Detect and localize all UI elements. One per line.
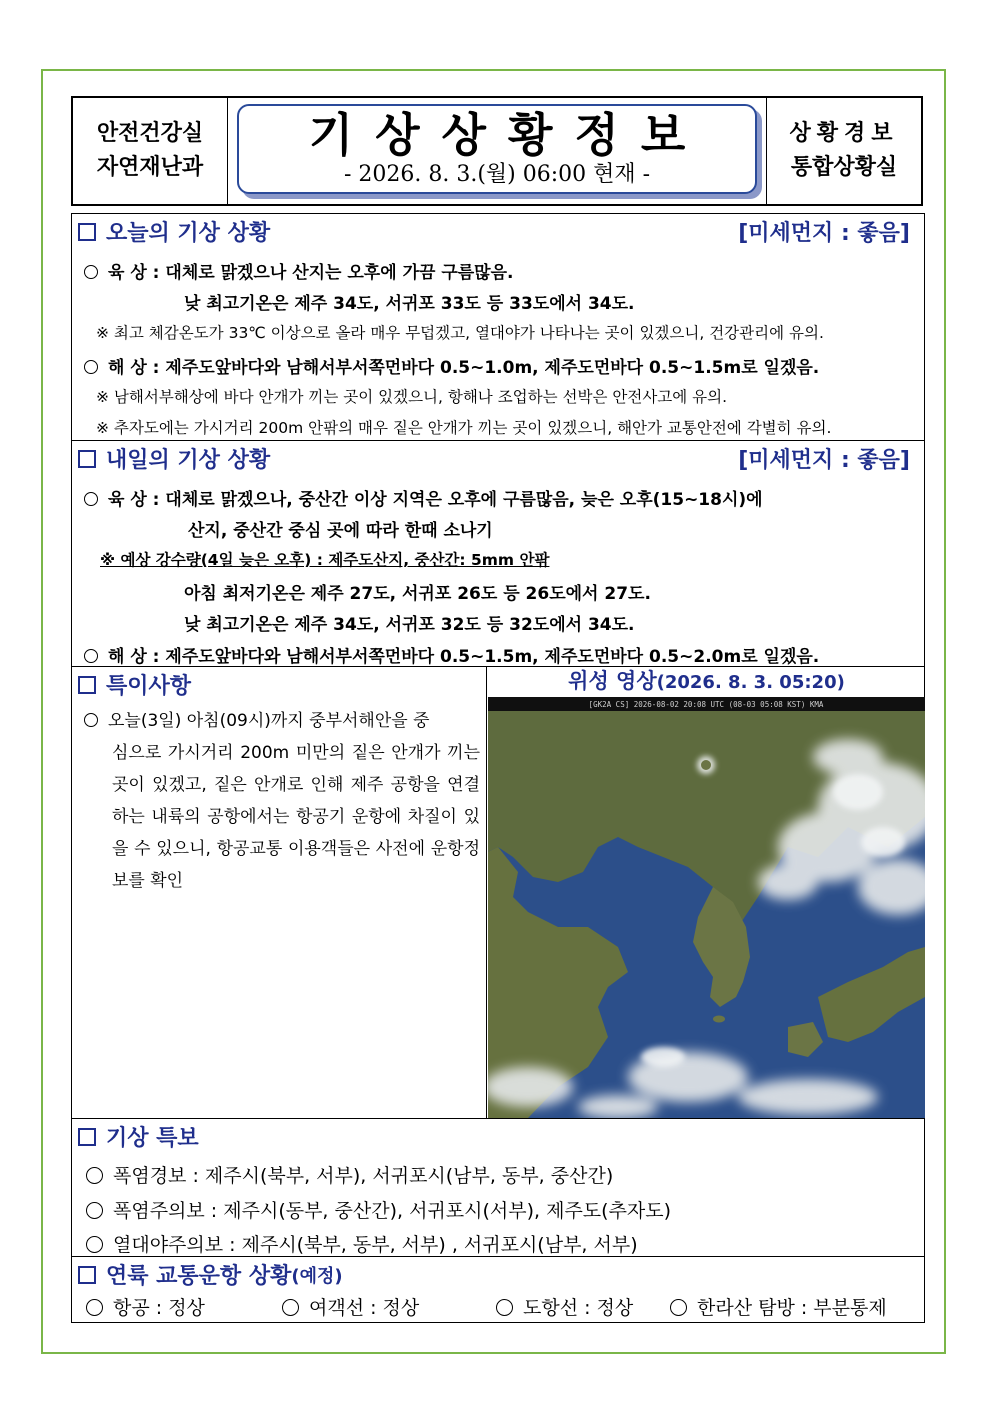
dust-status: [미세먼지 : 좋음] xyxy=(738,448,910,473)
office-line2: 통합상황실 xyxy=(790,155,898,180)
warning-item xyxy=(86,1230,638,1257)
dust-status: [미세먼지 : 좋음] xyxy=(738,221,910,246)
section-warnings xyxy=(71,1118,925,1257)
column-divider xyxy=(486,667,487,1118)
sea-label: 해 상 : xyxy=(108,358,160,378)
satellite-caption: [GK2A CS] 2026-08-02 20:08 UTC (08-03 05:08 KST) KMA xyxy=(588,700,824,709)
circle-bullet-icon xyxy=(670,1299,687,1316)
satellite-image xyxy=(488,697,925,1118)
section-heading xyxy=(78,216,270,247)
transport-heading: 연륙 교통운항 상황 xyxy=(106,1264,292,1289)
satellite-title xyxy=(488,667,925,697)
transport-text: 항공 : 정상 xyxy=(113,1297,205,1319)
transport-item xyxy=(86,1293,205,1320)
transport-text: 여객선 : 정상 xyxy=(309,1297,420,1319)
today-land xyxy=(84,258,513,283)
warning-item xyxy=(86,1196,671,1223)
section-heading xyxy=(78,1121,199,1152)
section-tomorrow xyxy=(71,440,925,667)
today-sea xyxy=(84,353,819,378)
sea-label: 해 상 : xyxy=(108,647,160,667)
title-box xyxy=(237,104,757,194)
circle-bullet-icon xyxy=(496,1299,513,1316)
header-office xyxy=(766,98,921,204)
transport-heading-suffix: (예정) xyxy=(291,1265,343,1287)
land-label: 육 상 : xyxy=(108,263,160,283)
circle-bullet-icon xyxy=(86,1236,103,1253)
satellite-title-main: 위성 영상 xyxy=(568,669,657,693)
section-heading xyxy=(78,443,270,474)
warning-item xyxy=(86,1161,613,1188)
circle-bullet-icon xyxy=(84,360,98,374)
warning-text: 폭염경보 : 제주시(북부, 서부), 서귀포시(남부, 동부, 중산간) xyxy=(113,1165,614,1187)
transport-text: 도항선 : 정상 xyxy=(523,1297,634,1319)
report-header xyxy=(71,96,923,206)
warning-text: 폭염주의보 : 제주시(동부, 중산간), 서귀포시(서부), 제주도(추자도) xyxy=(113,1200,672,1222)
special-text-rest: 심으로 가시거리 200m 미만의 짙은 안개가 끼는 곳이 있겠고, 짙은 안개로 인해 제주 공항을 연결하는 내륙의 공항에서는 항공기 운항에 차질이 있을 수 있으니, 항공교통 이용객들은 사전에 운항정보를 확인 xyxy=(112,743,480,891)
section-special xyxy=(71,666,925,1119)
tomorrow-rain-note: ※ 예상 강수량(4일 늦은 오후) : 제주도산지, 중산간: 5mm 안팎 xyxy=(100,551,550,569)
special-first-line: 오늘(3일) 아침(09시)까지 중부서해안을 중 xyxy=(108,711,430,731)
checkbox-icon xyxy=(78,1266,96,1284)
transport-item xyxy=(496,1293,633,1320)
tomorrow-min-temp: 아침 최저기온은 제주 27도, 서귀포 26도 등 26도에서 27도. xyxy=(184,584,651,604)
circle-bullet-icon xyxy=(282,1299,299,1316)
transport-item xyxy=(282,1293,419,1320)
warning-text: 열대야주의보 : 제주시(북부, 동부, 서부) , 서귀포시(남부, 서부) xyxy=(113,1234,638,1256)
transport-item xyxy=(670,1293,887,1320)
checkbox-icon xyxy=(78,450,96,468)
checkbox-icon xyxy=(78,223,96,241)
header-department xyxy=(73,98,228,204)
sea-text: 제주도앞바다와 남해서부서쪽먼바다 0.5~1.0m, 제주도먼바다 0.5~1.5m로 일겠음. xyxy=(165,358,820,378)
circle-bullet-icon xyxy=(84,265,98,279)
circle-bullet-icon xyxy=(84,649,98,663)
tomorrow-heading: 내일의 기상 상황 xyxy=(106,448,271,473)
section-heading xyxy=(78,669,191,700)
tomorrow-max-temp: 낮 최고기온은 제주 34도, 서귀포 32도 등 32도에서 34도. xyxy=(184,615,635,635)
today-land-temp: 낮 최고기온은 제주 34도, 서귀포 33도 등 33도에서 34도. xyxy=(184,294,635,314)
tomorrow-land-text-2: 산지, 중산간 중심 곳에 따라 한때 소나기 xyxy=(188,521,493,541)
dept-line2: 자연재난과 xyxy=(96,155,204,180)
report-date: - 2026. 8. 3.(월) 06:00 현재 - xyxy=(343,162,651,187)
today-note-2: ※ 남해서부해상에 바다 안개가 끼는 곳이 있겠으니, 항해나 조업하는 선박은 안전사고에 유의. xyxy=(96,388,728,406)
special-heading: 특이사항 xyxy=(106,674,192,699)
office-line1: 상황경보 xyxy=(789,121,899,146)
checkbox-icon xyxy=(78,676,96,694)
dept-line1: 안전건강실 xyxy=(96,121,204,146)
transport-text: 한라산 탐방 : 부분통제 xyxy=(697,1297,887,1319)
circle-bullet-icon xyxy=(86,1299,103,1316)
circle-bullet-icon xyxy=(86,1202,103,1219)
report-title: 기상상황정보 xyxy=(308,108,708,162)
circle-bullet-icon xyxy=(84,492,98,506)
section-heading xyxy=(78,1259,343,1290)
today-heading: 오늘의 기상 상황 xyxy=(106,221,271,246)
land-label: 육 상 : xyxy=(108,490,160,510)
circle-bullet-icon xyxy=(84,713,98,727)
warnings-heading: 기상 특보 xyxy=(106,1126,199,1151)
checkbox-icon xyxy=(78,1128,96,1146)
tomorrow-land xyxy=(84,485,763,510)
sea-text: 제주도앞바다와 남해서부서쪽먼바다 0.5~1.5m, 제주도먼바다 0.5~2.0m로 일겠음. xyxy=(165,647,820,667)
satellite-title-time: (2026. 8. 3. 05:20) xyxy=(656,672,845,693)
land-text: 대체로 맑겠으나, 중산간 이상 지역은 오후에 구름많음, 늦은 오후(15~18시)에 xyxy=(165,490,763,510)
circle-bullet-icon xyxy=(86,1167,103,1184)
special-text xyxy=(84,705,480,897)
special-text-first xyxy=(84,705,480,737)
today-note-3: ※ 추자도에는 가시거리 200m 안팎의 매우 짙은 안개가 끼는 곳이 있겠으니, 해안가 교통안전에 각별히 유의. xyxy=(96,419,832,437)
section-transport xyxy=(71,1256,925,1323)
today-note-1: ※ 최고 체감온도가 33℃ 이상으로 올라 매우 무덥겠고, 열대야가 나타나는 곳이 있겠으니, 건강관리에 유의. xyxy=(96,324,824,342)
land-text: 대체로 맑겠으나 산지는 오후에 가끔 구름많음. xyxy=(165,263,514,283)
section-today xyxy=(71,213,925,441)
tomorrow-sea xyxy=(84,642,819,667)
